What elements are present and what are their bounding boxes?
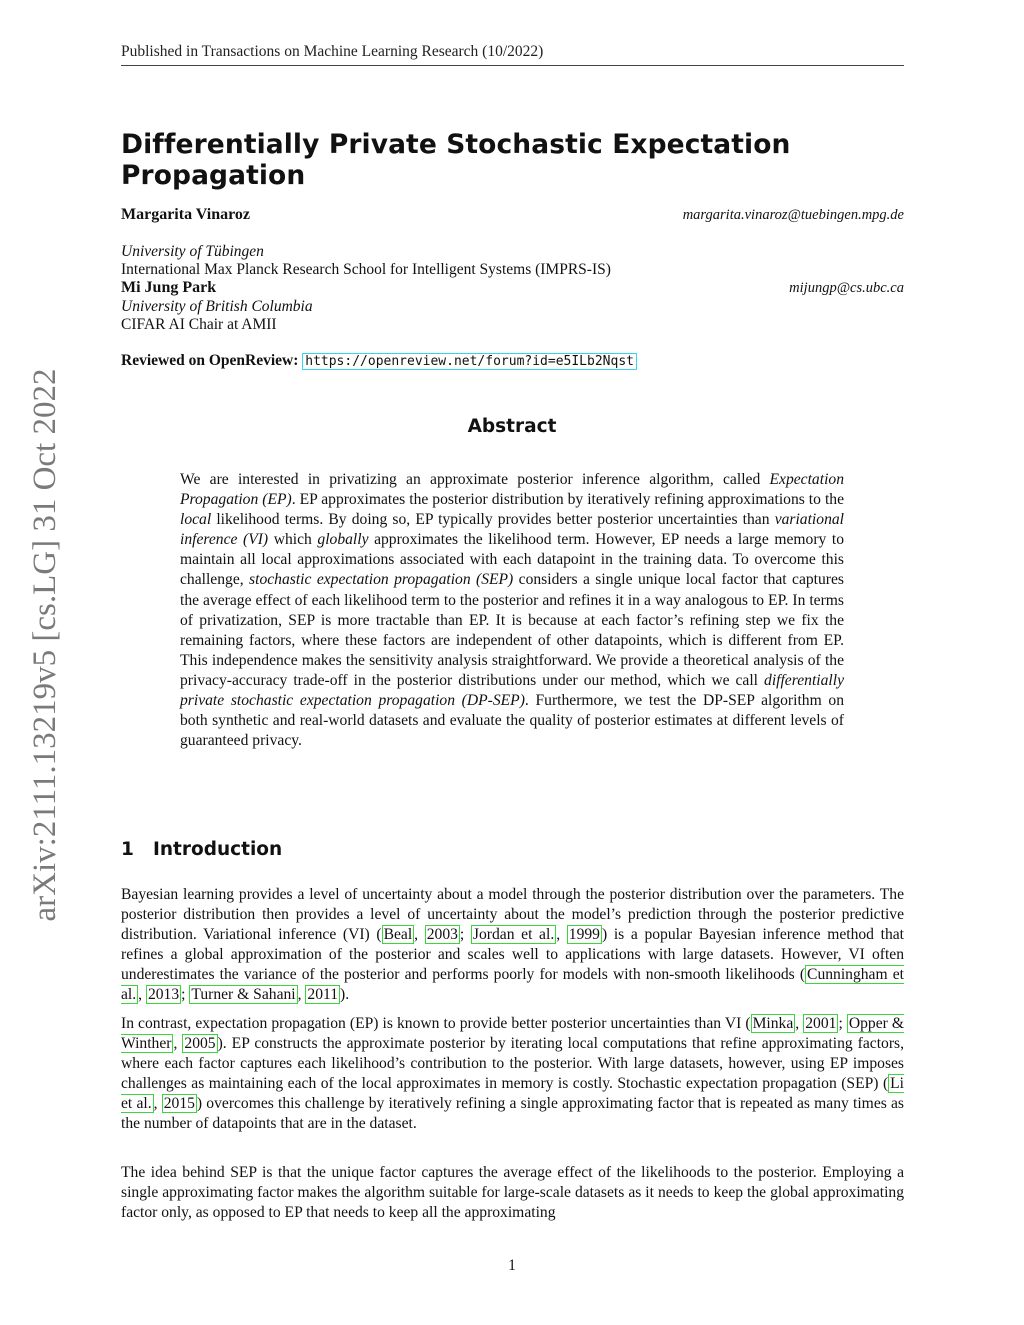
review-line (121, 352, 637, 370)
citation-link[interactable]: 2005 (184, 1035, 216, 1053)
citation-link[interactable]: Li et al. (121, 1075, 904, 1113)
author-affiliation-2b: CIFAR AI Chair at AMII (121, 316, 277, 333)
arxiv-stamp[interactable]: arXiv:2111.13219v5 [cs.LG] 31 Oct 2022 (27, 368, 63, 922)
citation-link[interactable]: Minka (752, 1015, 794, 1032)
citation-link[interactable]: 2011 (307, 986, 339, 1004)
citation-link[interactable]: Opper & Winther (121, 1015, 905, 1053)
section-number: 1 (121, 839, 134, 860)
author-affiliation-1a: University of Tübingen (121, 243, 264, 260)
author-name-1: Margarita Vinaroz (121, 206, 251, 223)
citation-link[interactable]: Turner & Sahani (191, 986, 296, 1004)
openreview-link[interactable]: https://openreview.net/forum?id=e5ILb2Nqst (302, 353, 637, 370)
citation-link[interactable]: 2015 (163, 1095, 195, 1113)
paper-title: Differentially Private Stochastic Expectation Propagation (121, 129, 791, 191)
citation-link[interactable]: 2013 (147, 986, 180, 1004)
abstract-heading: Abstract (467, 416, 557, 437)
page-number: 1 (508, 1257, 516, 1274)
abstract-body: We are interested in privatizing an approximate posterior inference algorithm, called Expectation Propagation (EP). EP approximates the posterior distribution by iteratively refining approximations to the local likelihood terms. By doing so, EP typically provides better posterior uncertainties than variational inference (VI) which globally approximates the likelihood term. However, EP needs a large memory to maintain all local approximations associated with each datapoint in the training data. To overcome this challenge, stochastic expectation propagation (SEP) considers a single unique local factor that captures the average effect of each likelihood term to the posterior and refines it in a way analogous to EP. In terms of privatization, SEP is more tractable than EP. It is because at each factor’s refining step we fix the remaining factors, where these factors are independent of other datapoints, which is different from EP. This independence makes the sensitivity analysis straightforward. We provide a theoretical analysis of the privacy-accuracy trade-off in the posterior distributions under our method, which we call differentially private stochastic expectation propagation (DP-SEP). Furthermore, we test the DP-SEP algorithm on both synthetic and real-world datasets and evaluate the quality of posterior estimates at different levels of guaranteed privacy. (180, 471, 845, 750)
review-label: Reviewed on OpenReview: (121, 352, 299, 369)
section-title: Introduction (153, 839, 283, 860)
citation-link[interactable]: 1999 (568, 926, 600, 944)
citation-link[interactable]: Beal (383, 926, 413, 944)
author-email-1[interactable]: margarita.vinaroz@tuebingen.mpg.de (682, 207, 904, 223)
header-rule (121, 65, 904, 66)
author-name-2: Mi Jung Park (121, 279, 217, 296)
citation-link[interactable]: Jordan et al. (472, 926, 555, 944)
citation-link[interactable]: Cunningham et al. (121, 966, 904, 1004)
section-heading-introduction (121, 839, 282, 860)
intro-paragraph-1: Bayesian learning provides a level of uncertainty about a model through the posterior distribution over the parameters. The posterior distribution then provides a level of uncertainty about the model’s prediction through the posterior predictive distribution. Variational inference (VI) ( Beal , 2003 ; Jordan et al. , 1999 ) is a popular Bayesian inference method that refines a global approximation of the posterior and scales well to applications with large datasets. However, VI often underestimates the variance of the posterior and performs poorly for models with non-smooth likelihoods ( Cunningham et al. , 2013 ; Turner & Sahani , 2011 ). (121, 886, 905, 1004)
citation-link[interactable]: 2003 (426, 926, 458, 944)
author-affiliation-1b: International Max Planck Research School for Intelligent Systems (IMPRS-IS) (121, 261, 611, 278)
intro-paragraph-3: The idea behind SEP is that the unique factor captures the average effect of the likelihoods to the posterior. Employing a single approximating factor makes the algorithm suitable for large-scale datasets as it needs to keep the global approximating factor only, as opposed to EP that needs to keep all the approximating (121, 1164, 904, 1222)
intro-paragraph-2: In contrast, expectation propagation (EP) is known to provide better posterior uncertainties than VI ( Minka , 2001 ; Opper & Winther , 2005 ). EP constructs the approximate posterior by iterating local computations that refine approximating factors, where each factor captures each likelihood’s contribution to the posterior. With large datasets, however, using EP imposes challenges as maintaining each of the local approximates in memory is costly. Stochastic expectation propagation (SEP) ( Li et al. , 2015 ) overcomes this challenge by iteratively refining a single approximating factor that is repeated as many times as the number of datapoints that are in the dataset. (121, 1015, 905, 1133)
author-affiliation-2a: University of British Columbia (121, 298, 313, 315)
author-email-2[interactable]: mijungp@cs.ubc.ca (789, 280, 904, 296)
running-header: Published in Transactions on Machine Learning Research (10/2022) (121, 43, 544, 60)
citation-link[interactable]: 2001 (805, 1015, 837, 1032)
